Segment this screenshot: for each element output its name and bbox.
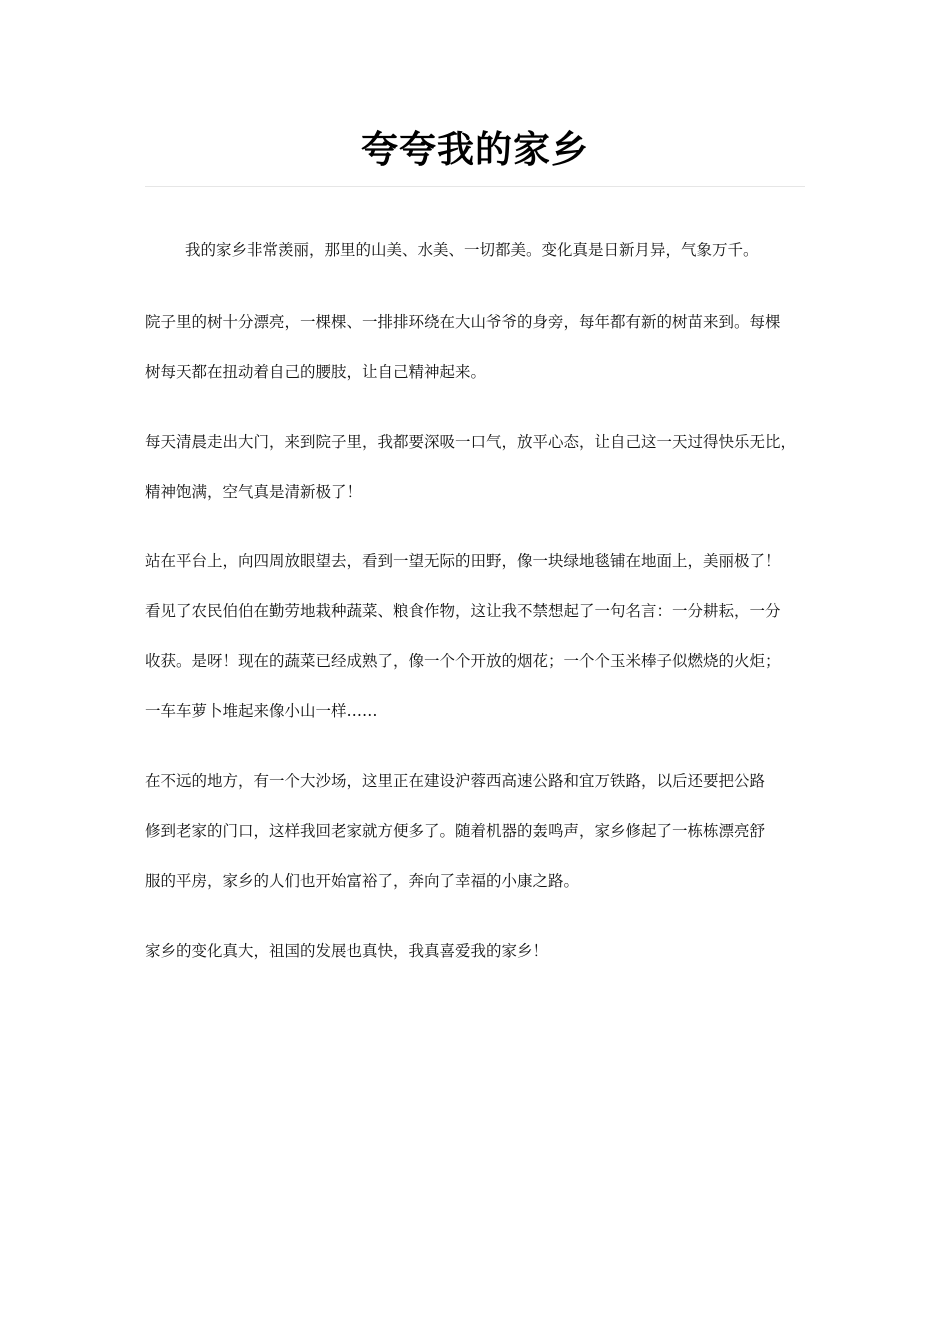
- paragraph-line: 精神饱满，空气真是清新极了！: [145, 483, 363, 501]
- paragraph-1: [145, 225, 815, 275]
- paragraph-line: 收获。是呀！现在的蔬菜已经成熟了，像一个个开放的烟花；一个个玉米棒子似燃烧的火炬；: [145, 652, 781, 670]
- title-divider: [145, 186, 805, 187]
- paragraph-line: 一车车萝卜堆起来像小山一样……: [145, 702, 378, 720]
- paragraph-3: [145, 417, 815, 517]
- paragraph-line: 修到老家的门口，这样我回老家就方便多了。随着机器的轰鸣声，家乡修起了一栋栋漂亮舒: [145, 822, 766, 840]
- paragraph-5: [145, 756, 815, 906]
- paragraph-4: [145, 536, 815, 736]
- paragraph-6: [145, 926, 815, 976]
- paragraph-line: 在不远的地方，有一个大沙场，这里正在建设沪蓉西高速公路和宜万铁路，以后还要把公路: [145, 772, 766, 790]
- paragraph-line: 家乡的变化真大，祖国的发展也真快，我真喜爱我的家乡！: [145, 942, 549, 960]
- paragraph-line: 服的平房，家乡的人们也开始富裕了，奔向了幸福的小康之路。: [145, 872, 580, 890]
- paragraph-line: 我的家乡非常羡丽，那里的山美、水美、一切都美。变化真是日新月异，气象万千。: [185, 241, 759, 259]
- paragraph-line: 站在平台上，向四周放眼望去，看到一望无际的田野，像一块绿地毯铺在地面上，美丽极了！: [145, 552, 781, 570]
- paragraph-line: 看见了农民伯伯在勤劳地栽种蔬菜、粮食作物，这让我不禁想起了一句名言：一分耕耘，一分: [145, 602, 781, 620]
- paragraph-line: 每天清晨走出大门，来到院子里，我都要深吸一口气，放平心态，让自己这一天过得快乐无比，: [145, 433, 797, 451]
- paragraph-line: 院子里的树十分漂亮，一棵棵、一排排环绕在大山爷爷的身旁，每年都有新的树苗来到。每棵: [145, 313, 781, 331]
- paragraph-line: 树每天都在扭动着自己的腰肢，让自己精神起来。: [145, 363, 487, 381]
- paragraph-2: [145, 297, 815, 397]
- page-title: 夸夸我的家乡: [361, 128, 589, 171]
